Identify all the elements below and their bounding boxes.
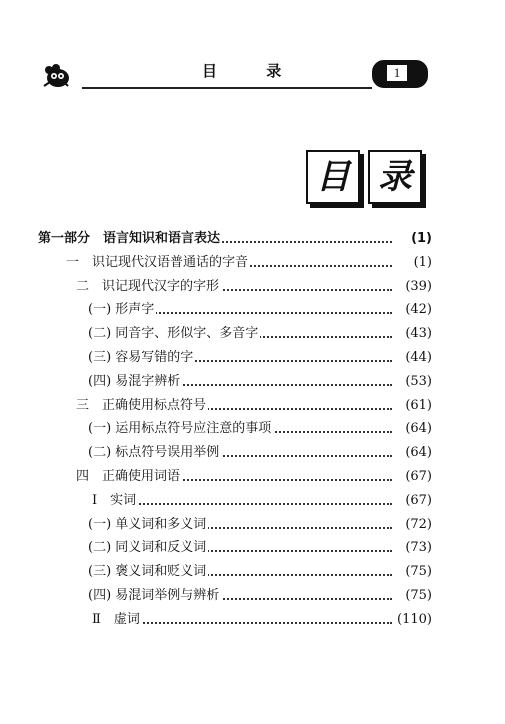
toc-entry-label: (四) 易混字辨析 <box>88 372 182 392</box>
page-title-char-2: 录 <box>368 150 422 204</box>
toc-entry-page: (75) <box>403 562 432 582</box>
toc-entry-page: (64) <box>403 419 432 439</box>
toc-entry-label: (二) 同音字、形似字、多音字 <box>88 324 260 344</box>
toc-entry-label: Ⅰ 实词 <box>92 491 138 511</box>
toc-entry-page: (64) <box>403 443 432 463</box>
toc-entry-page: (67) <box>403 467 432 487</box>
toc-entry <box>88 372 432 392</box>
header-rule <box>82 87 372 89</box>
toc-entry-page: (43) <box>403 324 432 344</box>
toc-entry-label: (一) 形声字 <box>88 300 156 320</box>
toc-entry-label: (三) 容易写错的字 <box>88 348 195 368</box>
page-number: 1 <box>386 64 408 82</box>
toc-entry-label: (二) 同义词和反义词 <box>88 538 208 558</box>
toc-entry <box>88 324 432 344</box>
toc-entry <box>88 348 432 368</box>
toc-entry <box>76 467 432 487</box>
toc-entry-page: (44) <box>403 348 432 368</box>
toc-entry-label: 一 识记现代汉语普通话的字音 <box>66 253 250 273</box>
toc-entry <box>88 300 432 320</box>
toc-entry-label: 四 正确使用词语 <box>76 467 182 487</box>
toc-entry <box>76 277 432 297</box>
toc-entry-label: 三 正确使用标点符号 <box>76 396 208 416</box>
toc-entry-page: (72) <box>403 515 432 535</box>
toc-entry <box>76 396 432 416</box>
header-title: 目 录 <box>202 62 304 80</box>
toc-entry <box>92 610 432 630</box>
page-number-badge <box>372 60 428 88</box>
toc-entry-page: (110) <box>395 610 432 630</box>
toc-entry <box>88 562 432 582</box>
toc-entry-page: (61) <box>403 396 432 416</box>
toc-entry-label: Ⅱ 虚词 <box>92 610 142 630</box>
toc-entry <box>88 538 432 558</box>
toc-entry <box>88 586 432 606</box>
toc-entry-label: (二) 标点符号误用举例 <box>88 443 221 463</box>
toc-entry-label: (一) 单义词和多义词 <box>88 515 208 535</box>
toc-entry <box>88 419 432 439</box>
toc-entry-page: (1) <box>412 253 432 273</box>
toc-entry-label: 二 识记现代汉字的字形 <box>76 277 221 297</box>
toc-entry-page: (67) <box>403 491 432 511</box>
toc-entry <box>38 229 432 249</box>
toc-entry-label: (一) 运用标点符号应注意的事项 <box>88 419 273 439</box>
toc-entry-page: (39) <box>403 277 432 297</box>
toc-entry-label: (三) 褒义词和贬义词 <box>88 562 208 582</box>
toc-entry-page: (73) <box>403 538 432 558</box>
toc-entry <box>88 515 432 535</box>
toc-entry-page: (75) <box>403 586 432 606</box>
toc-entry-label: 第一部分 语言知识和语言表达 <box>38 229 222 249</box>
toc-entry-label: (四) 易混词举例与辨析 <box>88 586 221 606</box>
toc-entry <box>66 253 432 273</box>
toc-entry-page: (1) <box>409 229 432 249</box>
toc-entry <box>92 491 432 511</box>
page-title-char-1: 目 <box>306 150 360 204</box>
toc-entry-page: (53) <box>403 372 432 392</box>
toc-entry-page: (42) <box>403 300 432 320</box>
toc-entry <box>88 443 432 463</box>
cartoon-creature-icon <box>40 62 74 90</box>
running-header <box>0 0 505 100</box>
